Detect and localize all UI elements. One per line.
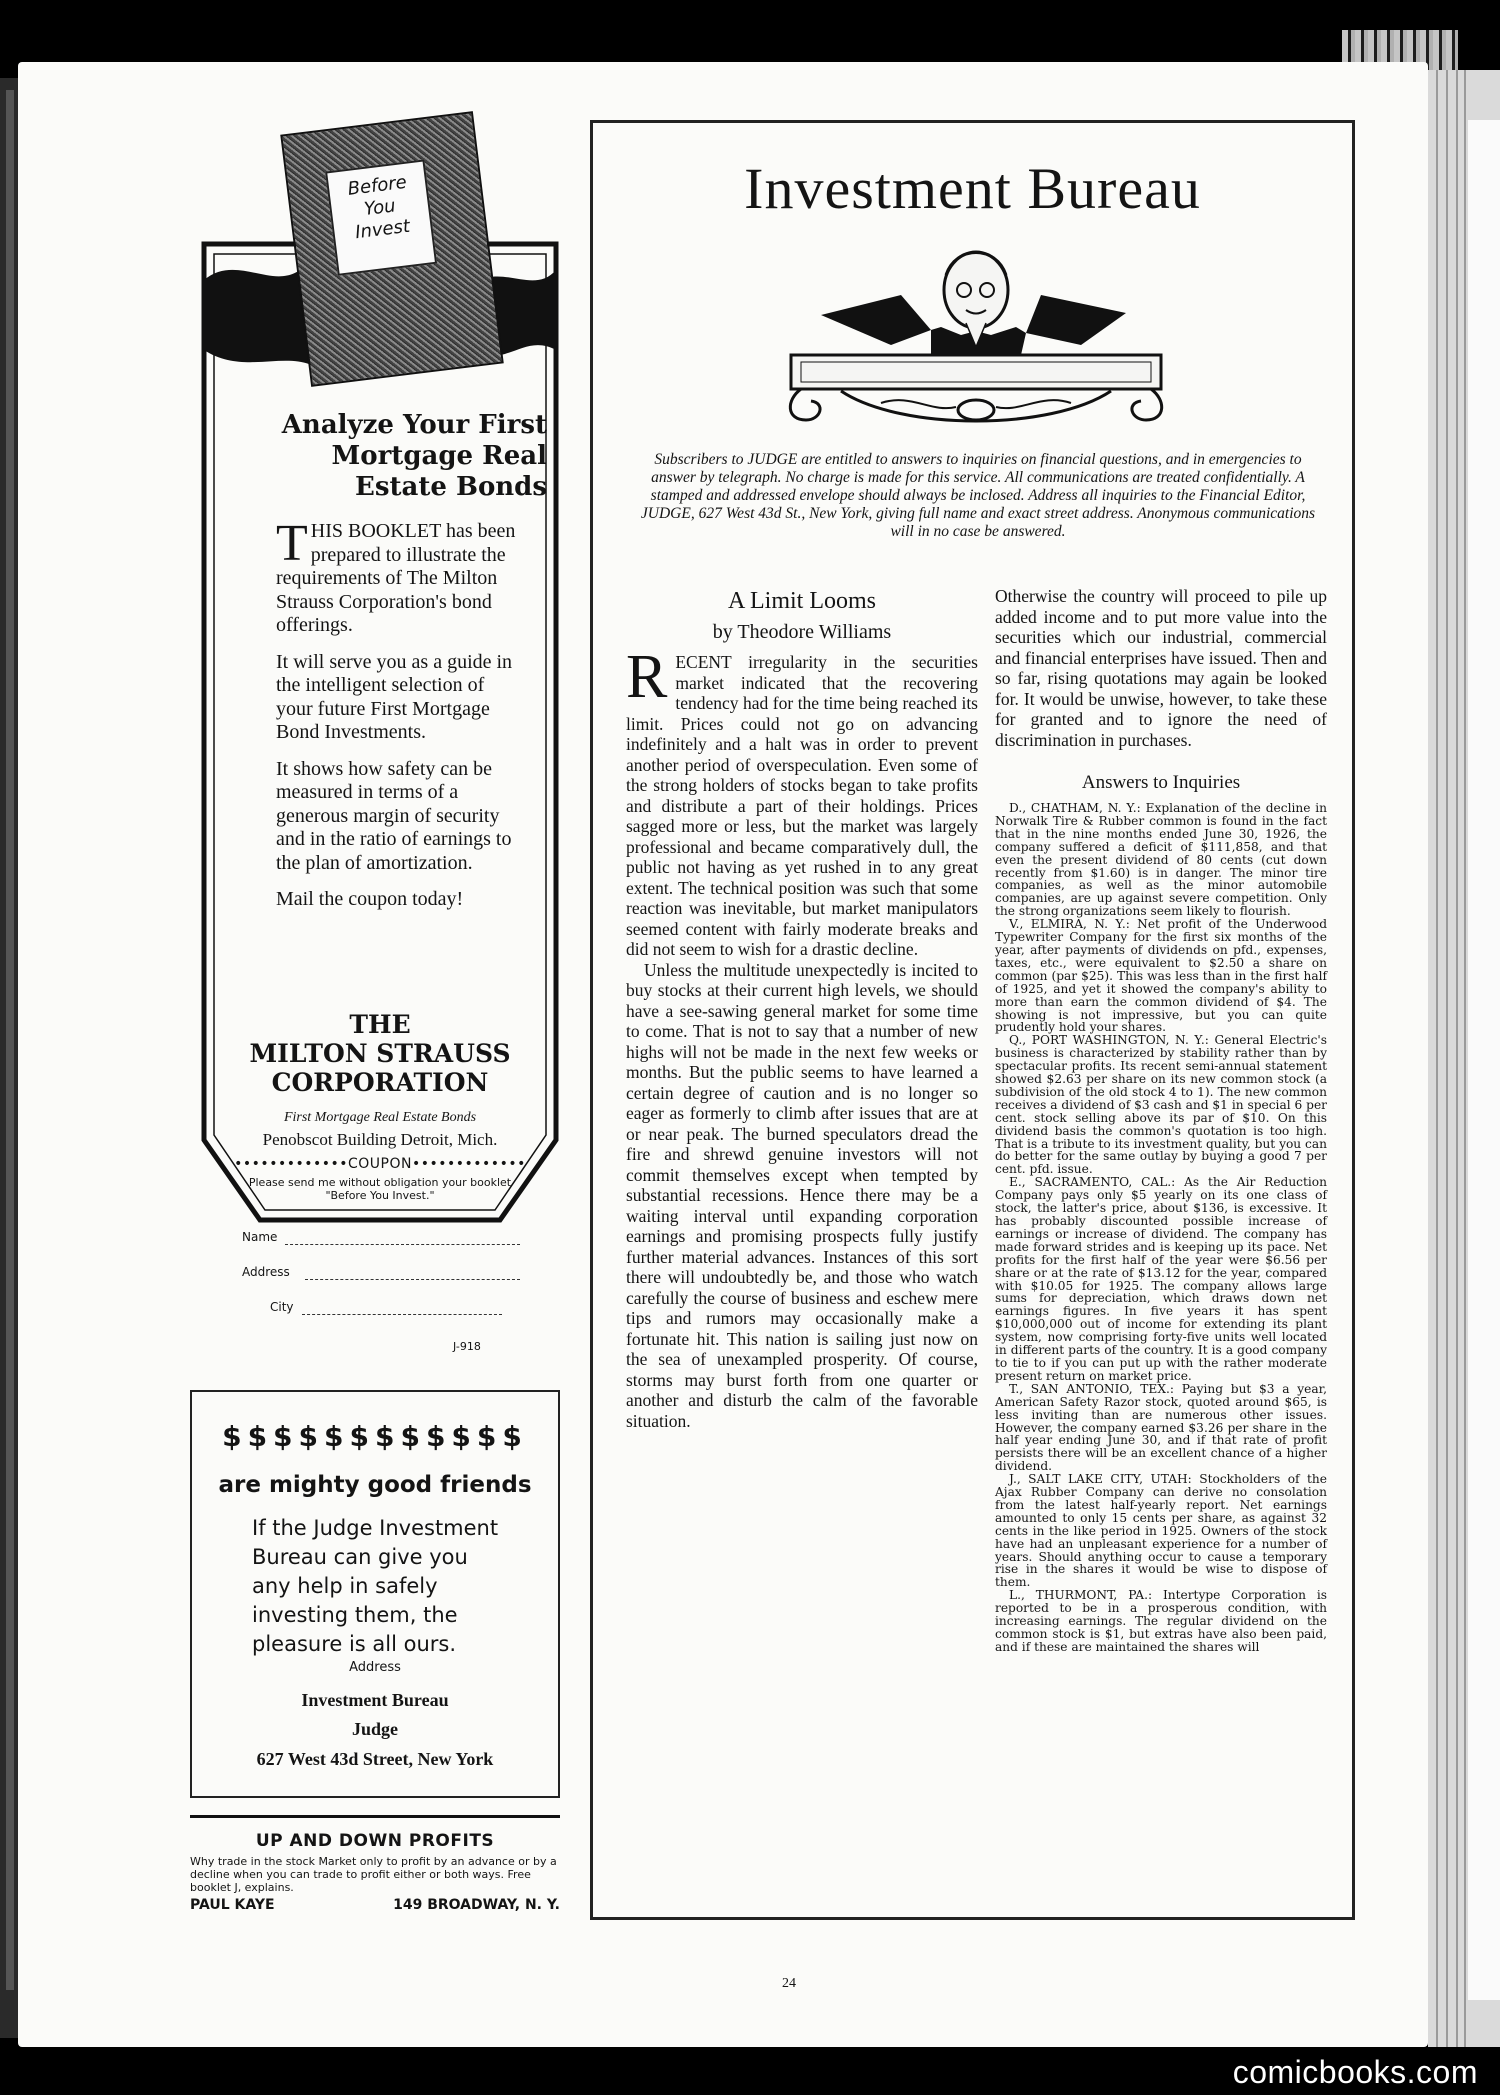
article-title: Investment Bureau bbox=[744, 156, 1201, 221]
dollar-signs: $$$$$$$$$$$$ bbox=[222, 1420, 528, 1453]
answer-item: D., CHATHAM, N. Y.: Explanation of the decline in Norwalk Tire & Rubber common is found in the fact that in the nine months ended June 30, 1926, the company suffered a deficit of $111,858, and that even the present dividend of 80 cents (cut down recently from $1.60) is in danger. The minor tire companies, as well as the minor automobile companies, are up against severe competition. Only the strong organizations seem likely to flourish. bbox=[995, 801, 1327, 919]
coupon-code: J-918 bbox=[453, 1340, 481, 1353]
divider bbox=[190, 1815, 560, 1818]
answer-item: E., SACRAMENTO, CAL.: As the Air Reduction Company pays only $5 yearly on its one class of stock, the latter's price, about $136, is excessive. It has probably discounted possible increase of earnings or increase of dividend. The company has made forward strides and is keeping up its pace. Net profits for the first half of the year were $6.56 per share or at the rate of $13.12 for the year, compared with $10.05 for 1925. The company allows large sums for depreciation, which draws down net earnings figures. In five years it has spent $10,000,000 out of income for extending its plant system, now comprising forty-five units well located in different parts of the country. It is a good company to tie to if you can put up with the rather moderate present return on market price. bbox=[995, 1175, 1327, 1383]
booklet-word: Before bbox=[346, 171, 408, 200]
company-line: CORPORATION bbox=[271, 1068, 489, 1097]
byline: by Theodore Williams bbox=[712, 621, 892, 643]
answers-list bbox=[995, 802, 1327, 1654]
drop-cap: R bbox=[626, 643, 668, 711]
answer-item: J., SALT LAKE CITY, UTAH: Stockholders of the Ajax Rubber Company can derive no consolation from the latest half-yearly report. Net earnings amounted to only 15 cents per share, as against 32 cents in the like period in 1925. Owners of the stock have had an unpleasant experience for a number of years. Should anything occur to cause a temporary rise in the shares it would be wise to dispose of them. bbox=[995, 1472, 1327, 1590]
next-page-edge bbox=[1468, 120, 1500, 2000]
address-line: Judge bbox=[351, 1719, 398, 1739]
bonds-line: First Mortgage Real Estate Bonds bbox=[283, 1110, 477, 1125]
coupon-address-field[interactable] bbox=[305, 1279, 520, 1280]
article-column-2 bbox=[995, 586, 1327, 1654]
ad-paragraph: It shows how safety can be measured in terms of a generous margin of security and in the ratio of earnings to the plan of amortization. bbox=[276, 757, 512, 874]
answer-item: Q., PORT WASHINGTON, N. Y.: General Electric's business is characterized by stability rather than by spectacular profits. Its recent semi-annual statement showed $2.63 per share on its new common stock (a subdivision of the old stock 4 to 1). The new common receives a dividend of $3 cash and $1 in special 6 per cent. stock selling above its par of $10. On this dividend basis the common's quotation is too high. That is a tribute to its investment quality, but you can do better for the same outlay by buying a good 7 per cent. pfd. issue. bbox=[995, 1033, 1327, 1177]
kaye-ad-title: UP AND DOWN PROFITS bbox=[255, 1831, 495, 1851]
coupon-name-field[interactable] bbox=[285, 1244, 520, 1245]
article-paragraph: Unless the multitude unexpectedly is incited to buy stocks at their current high levels, we should have a see-sawing general market for some time to come. That is not to say that a number of new highs will not be made in the next few weeks or months. But the public seems to have learned a certain degree of caution and is no longer so eager as formerly to climb after issues that are at or near peak. The burned speculators dread the fire and shrewd genuine investors will not commit themselves except when tempted by substantial recessions. Hence there may be a waiting interval until expanding corporation earnings and promising prospects fully justify further material advances. Instances of this sort there will undoubtedly be, and those who watch carefully the course of business and eschew mere tips and rumors may occasionally make a fortunate hit. This nation is sailing just now on the sea of unexampled prosperity. Of course, storms may burst forth from one quarter or another and disturb the calm of the favorable situation. bbox=[626, 959, 978, 1431]
binding-edge-inner bbox=[6, 90, 14, 1990]
answer-item: L., THURMONT, PA.: Intertype Corporation is reported to be in a prosperous condition, with increasing earnings. The regular dividend on the common stock is $1, but extras have also been paid, and if these are maintained the shares will bbox=[995, 1588, 1327, 1654]
article-intro: Subscribers to JUDGE are entitled to answers to inquiries on financial questions, and in emergencies to answer by telegraph. No charge is made for this service. All communications are treated confidentially. A stamped and addressed envelope should always be inclosed. Address all inquiries to the Financial Editor, JUDGE, 627 West 43d St., New York, giving full name and exact street address. Anonymous communications will in no case be answered. bbox=[640, 451, 1316, 540]
booklet-illustration bbox=[280, 111, 504, 387]
page-number: 24 bbox=[782, 1976, 796, 1991]
ad-headline bbox=[227, 410, 547, 503]
answer-item: T., SAN ANTONIO, TEX.: Paying but $3 a year, American Safety Razor stock, quoted around $65, is less inviting than are numerous other issues. However, the company earned $3.26 per share in the half year ending June 30, and if that rate of profit persists there will be an excellent chance of a higher dividend. bbox=[995, 1381, 1327, 1474]
coupon-address-label: Address bbox=[242, 1265, 290, 1279]
drop-cap: T bbox=[276, 515, 308, 572]
lead-paragraph: ECENT irregularity in the securities market indicated that the recovering tendency had for the time being reached its limit. Prices could not go on advancing indefinitely and a halt was in order to prevent another period of overspeculation. Even some of the strong holders of stocks began to take profits and distribute a part of their holdings. Prices sagged more or less, but the market was largely professional and became comparatively dull, the public not having as yet rushed in to any great extent. The technical position was such that some reaction was inevitable, but market manipulators seemed content with fairly moderate breaks and did not seem to wish for a drastic decline. bbox=[626, 652, 978, 959]
article-paragraph: Otherwise the country will proceed to pile up added income and to put more value into the securities which our industrial, commercial and financial enterprises have issued. Then and so far, rising quotations may again be looked for. It would be unwise, however, to take these for granted and to ignore the need of discrimination in purchases. bbox=[995, 586, 1327, 750]
booklet-cover-label bbox=[325, 159, 437, 275]
answer-item: V., ELMIRA, N. Y.: Net profit of the Underwood Typewriter Company for the first six months of the year, after payments of dividends on pfd., expenses, taxes, etc., were equivalent to $2.50 a share on common (par $25). This was less than in the first half of 1925, and yet it showed the company's ability to more than earn the common dividend of $4. The showing is not impressive, but you can quite prudently hold your shares. bbox=[995, 917, 1327, 1035]
article-column-1 bbox=[626, 588, 978, 1431]
booklet-word: Invest bbox=[354, 215, 412, 244]
coupon-city-label: City bbox=[270, 1300, 294, 1314]
company-name bbox=[230, 1010, 530, 1097]
ad-paragraph: HIS BOOKLET has been prepared to illustrate the requirements of The Milton Strauss Corporation's bond offerings. bbox=[276, 520, 516, 636]
coupon-name-label: Name bbox=[242, 1230, 278, 1244]
ad-headline: are mighty good friends bbox=[218, 1472, 532, 1498]
company-line: MILTON STRAUSS bbox=[249, 1039, 511, 1068]
company-address: Penobscot Building Detroit, Mich. bbox=[262, 1130, 498, 1149]
kaye-ad-body: Why trade in the stock Market only to profit by an advance or by a decline when you can trade to profit either or both ways. Free booklet J, explains. bbox=[190, 1855, 557, 1894]
headline-line: Estate Bonds bbox=[355, 472, 547, 502]
ad-paragraph: It will serve you as a guide in the intelligent selection of your future First Mortgage Bond Investments. bbox=[276, 650, 513, 743]
address-line: 627 West 43d Street, New York bbox=[256, 1749, 494, 1769]
column-title: A Limit Looms bbox=[727, 588, 876, 614]
answers-title: Answers to Inquiries bbox=[1081, 772, 1241, 793]
coupon-instructions: Please send me without obligation your booklet "Before You Invest." bbox=[248, 1176, 512, 1202]
article-box bbox=[590, 120, 1355, 1920]
company-line: THE bbox=[349, 1010, 411, 1039]
ad-call-to-action: Mail the coupon today! bbox=[276, 888, 464, 910]
booklet-ad bbox=[200, 171, 560, 1353]
site-watermark: comicbooks.com bbox=[1232, 2054, 1478, 2090]
kaye-name: PAUL KAYE bbox=[190, 1897, 275, 1913]
coupon-label: •••••••••••••COUPON••••••••••••• bbox=[234, 1156, 526, 1172]
headline-line: Mortgage Real bbox=[331, 441, 547, 471]
ad-text: If the Judge Investment Bureau can give you any help in safely investing them, the pleasure is all ours. bbox=[252, 1516, 499, 1656]
address-line: Investment Bureau bbox=[301, 1690, 449, 1710]
booklet-word: You bbox=[362, 195, 397, 221]
judge-bureau-ad bbox=[190, 1390, 560, 1798]
kaye-ad-footer bbox=[190, 1897, 560, 1913]
address-label: Address bbox=[349, 1660, 401, 1675]
headline-line: Analyze Your First bbox=[281, 410, 547, 440]
kaye-address: 149 BROADWAY, N. Y. bbox=[393, 1897, 560, 1913]
financier-illustration bbox=[781, 235, 1171, 435]
coupon-city-field[interactable] bbox=[302, 1314, 502, 1315]
ad-body bbox=[276, 515, 516, 925]
